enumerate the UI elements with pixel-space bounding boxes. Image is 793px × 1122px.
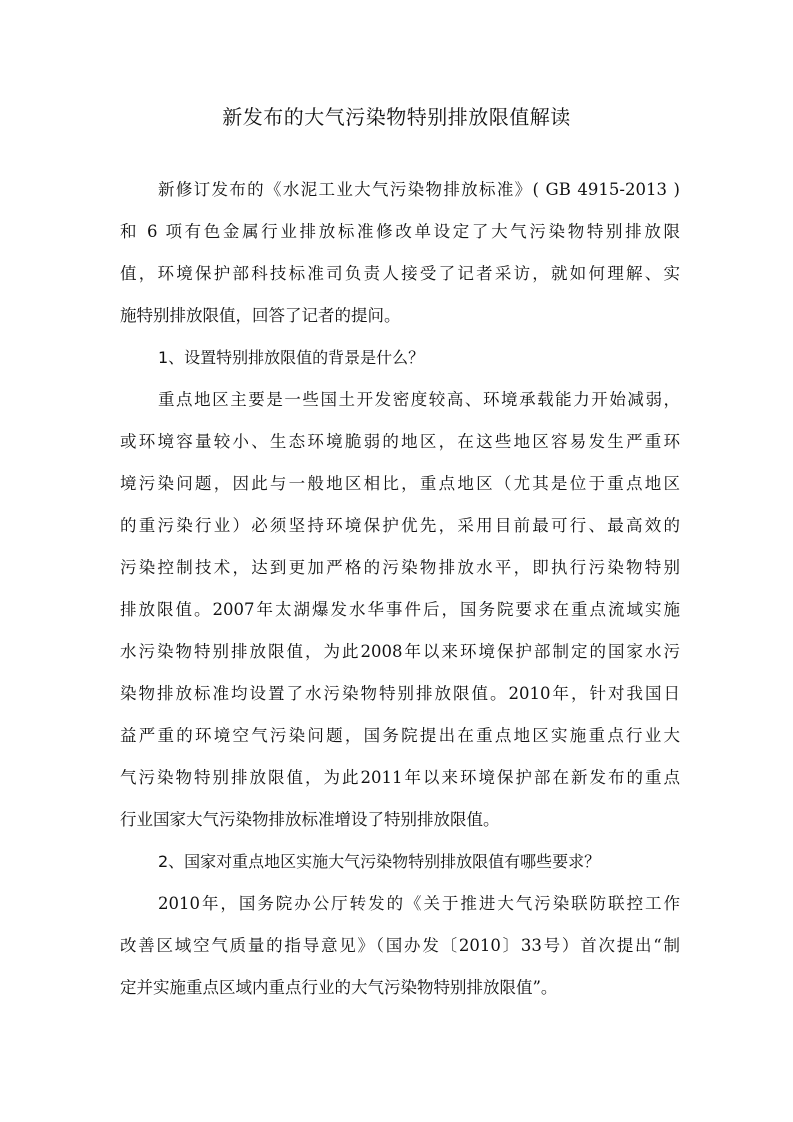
section-heading: 1、设置特别排放限值的背景是什么？ (158, 348, 425, 367)
paragraph-line: 水污染物特别排放限值，为此2008年以来环境保护部制定的国家水污 (120, 642, 680, 661)
paragraph-line: 改善区域空气质量的指导意见》（国办发〔2010〕33号）首次提出“制 (120, 936, 680, 955)
paragraph-line: 行业国家大气污染物排放标准增设了特别排放限值。 (120, 810, 500, 829)
document-title: 新发布的大气污染物特别排放限值解读 (222, 105, 571, 129)
section-heading: 2、国家对重点地区实施大气污染物特别排放限值有哪些要求？ (158, 852, 601, 871)
paragraph-line: 或环境容量较小、生态环境脆弱的地区，在这些地区容易发生严重环 (120, 432, 680, 451)
paragraph-line: 2010年，国务院办公厅转发的《关于推进大气污染联防联控工作 (158, 894, 680, 913)
paragraph-line: 益严重的环境空气污染问题，国务院提出在重点地区实施重点行业大 (120, 726, 680, 745)
paragraph-line: 和 6 项有色金属行业排放标准修改单设定了大气污染物特别排放限 (120, 222, 680, 241)
paragraph-line: 施特别排放限值，回答了记者的提问。 (120, 306, 401, 325)
paragraph-line: 新修订发布的《水泥工业大气污染物排放标准》( GB 4915-2013 ) (158, 180, 680, 199)
paragraph-line: 气污染物特别排放限值，为此2011年以来环境保护部在新发布的重点 (120, 768, 680, 787)
paragraph-line: 定并实施重点区域内重点行业的大气污染物特别排放限值”。 (120, 978, 558, 997)
paragraph-line: 境污染问题，因此与一般地区相比，重点地区（尤其是位于重点地区 (120, 474, 680, 493)
paragraph-line: 值，环境保护部科技标准司负责人接受了记者采访，就如何理解、实 (120, 264, 680, 283)
paragraph-line: 染物排放标准均设置了水污染物特别排放限值。2010年，针对我国日 (120, 684, 680, 703)
paragraph-line: 重点地区主要是一些国土开发密度较高、环境承载能力开始减弱， (158, 390, 680, 409)
paragraph-line: 的重污染行业）必须坚持环境保护优先，采用目前最可行、最高效的 (120, 516, 680, 535)
paragraph-line: 污染控制技术，达到更加严格的污染物排放水平，即执行污染物特别 (120, 558, 680, 577)
paragraph-line: 排放限值。2007年太湖爆发水华事件后，国务院要求在重点流域实施 (120, 600, 680, 619)
